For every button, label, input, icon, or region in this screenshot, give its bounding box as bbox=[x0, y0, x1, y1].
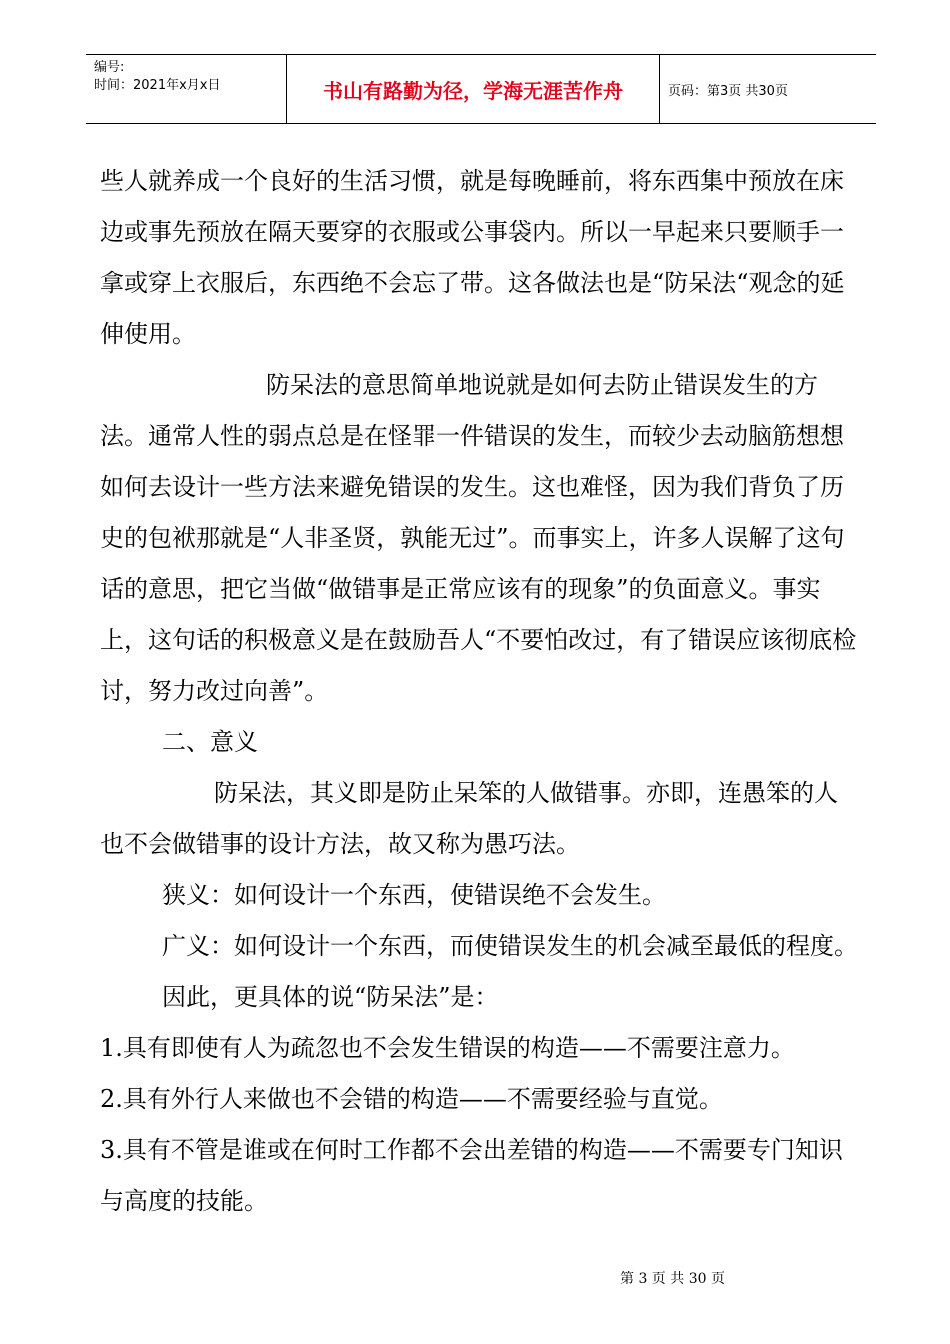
list-item-2: 2.具有外行人来做也不会错的构造——不需要经验与直觉。 bbox=[100, 1085, 723, 1113]
paragraph-narrow-sense: 狭义：如何设计一个东西，使错误绝不会发生。 bbox=[162, 881, 666, 909]
paragraph-meaning: 防呆法，其义即是防止呆笨的人做错事。亦即，连愚笨的人也不会做错事的设计方法，故又称为愚巧法。 bbox=[100, 779, 838, 858]
list-item-3: 3.具有不管是谁或在何时工作都不会出差错的构造——不需要专门知识与高度的技能。 bbox=[100, 1136, 843, 1215]
list-item-1: 1.具有即使有人为疏忽也不会发生错误的构造——不需要注意力。 bbox=[100, 1034, 795, 1062]
time-label: 时间：2021年x月x日 bbox=[94, 78, 221, 93]
document-body bbox=[100, 156, 860, 1227]
header-motto-cell bbox=[286, 55, 660, 123]
page-footer: 第 3 页 共 30 页 bbox=[620, 1271, 725, 1287]
header-page-info: 页码：第3页 共30页 bbox=[668, 83, 788, 99]
section-heading-meaning: 二、意义 bbox=[162, 728, 258, 756]
paragraph-therefore: 因此，更具体的说“防呆法”是： bbox=[162, 983, 499, 1011]
paragraph-continuation: 些人就养成一个良好的生活习惯，就是每晚睡前，将东西集中预放在床边或事先预放在隔天要穿的衣服或公事袋内。所以一早起来只要顺手一拿或穿上衣服后，东西绝不会忘了带。这各做法也是“防呆法“观念的延伸使用。 bbox=[100, 167, 845, 348]
paragraph-broad-sense: 广义：如何设计一个东西，而使错误发生的机会减至最低的程度。 bbox=[162, 932, 858, 960]
number-label: 编号: bbox=[94, 60, 125, 75]
paragraph-definition: 防呆法的意思简单地说就是如何去防止错误发生的方法。通常人性的弱点总是在怪罪一件错误的发生，而较少去动脑筋想想如何去设计一些方法来避免错误的发生。这也难怪，因为我们背负了历史的包袱那就是“人非圣贤，孰能无过”。而事实上，许多人误解了这句话的意思，把它当做“做错事是正常应该有的现象”的负面意义。事实上，这句话的积极意义是在鼓励吾人“不要怕改过，有了错误应该彻底检讨，努力改过向善”。 bbox=[100, 371, 857, 705]
header-meta bbox=[94, 59, 220, 95]
page-header bbox=[86, 54, 876, 124]
motto-text: 书山有路勤为径，学海无涯苦作舟 bbox=[323, 78, 623, 103]
